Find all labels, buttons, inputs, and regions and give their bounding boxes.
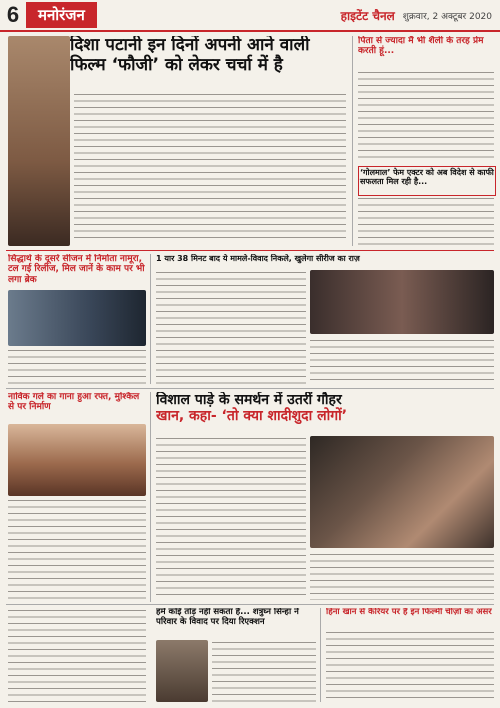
main-headline-line1: दिशा पटानी इन दिनों अपनी आने वाली xyxy=(70,36,310,55)
right-story-body xyxy=(358,70,494,160)
feature-headline-block xyxy=(156,392,494,432)
column-divider-3 xyxy=(150,392,151,602)
dateline: शुक्रवार, 2 अक्टूबर 2020 xyxy=(402,11,492,22)
right-story2-body xyxy=(358,196,494,246)
story-e-headline-block xyxy=(156,608,316,638)
story-f-headline: हिना खान से कैरियर पर है इन फिल्मी चीज़ों का असर xyxy=(326,608,492,617)
story-c-headline: 1 यार 38 मिनट बाद ये मामले-विवाद निकले, खुलेगा सीरीज का राज़ xyxy=(156,254,360,263)
feature-headline-line2: खान, कहा- ‘तो क्या शादीशुदा लोगों’ xyxy=(156,408,348,425)
story-d-headline: नाविक गर्ल का गाना हुआ रफ्त, मुश्किल से पर निर्माण xyxy=(8,392,140,413)
story-f-headline-block xyxy=(326,608,494,628)
story-c-body-2 xyxy=(310,338,494,384)
right-story-headline-block xyxy=(358,36,494,68)
story-c-body xyxy=(156,270,306,384)
story-e-photo xyxy=(156,640,208,702)
feature-body-2 xyxy=(310,552,494,600)
page-header xyxy=(0,0,500,32)
page-number: 6 xyxy=(6,2,20,27)
feature-photo xyxy=(310,436,494,548)
story-e-headline: हमें कोई तोड़ नहीं सकता है... शत्रुघ्न सिन्हा ने परिवार के विवाद पर दिया रिएक्शन xyxy=(156,608,299,627)
feature-headline-line1: विशाल पाड़े के समर्थन में उतरीं गौहर xyxy=(156,392,342,408)
main-headline xyxy=(70,36,350,86)
row-divider-2 xyxy=(6,604,494,605)
column-divider-4 xyxy=(320,608,321,702)
feature-body xyxy=(156,436,306,600)
story-d-photo xyxy=(8,424,146,496)
story-c-photo xyxy=(310,270,494,334)
story-d-body xyxy=(8,498,146,602)
story-b-body xyxy=(8,348,146,388)
main-story-photo xyxy=(8,36,70,246)
story-d-headline-block xyxy=(8,392,148,422)
section-label: मनोरंजन xyxy=(26,2,97,28)
masthead-name: हाइटेंट चैनल xyxy=(340,8,395,23)
row-divider xyxy=(6,388,494,389)
story-d-body-2 xyxy=(8,608,146,702)
story-f-body xyxy=(326,630,494,702)
main-headline-line2: फिल्म ‘फौजी’ को लेकर चर्चा में है xyxy=(70,54,283,75)
section-divider xyxy=(6,250,494,251)
story-e-body xyxy=(212,640,316,702)
story-b-headline-block xyxy=(8,254,148,288)
story-b-photo xyxy=(8,290,146,346)
main-story-body xyxy=(74,92,346,242)
masthead xyxy=(341,7,500,24)
column-divider-2 xyxy=(150,254,151,384)
right-story2-headline: ‘गोलमाल’ फेम एक्टर को अब विदेश से काफी सफलता मिल रही है... xyxy=(360,168,494,187)
story-b-headline: सिद्धार्थ के दूसरे सीजन में निर्माता नामूरा, टल गई रिलीज, मिल जानें के काम पर भी लगा ब्रेक xyxy=(8,254,145,285)
story-c-headline-block xyxy=(156,254,386,268)
column-divider xyxy=(352,36,353,246)
right-story2-headline-block xyxy=(358,166,496,196)
right-story-headline: पिता से ज्यादा मैं भी शैली के तरह प्रेम करती हूं... xyxy=(358,36,484,57)
